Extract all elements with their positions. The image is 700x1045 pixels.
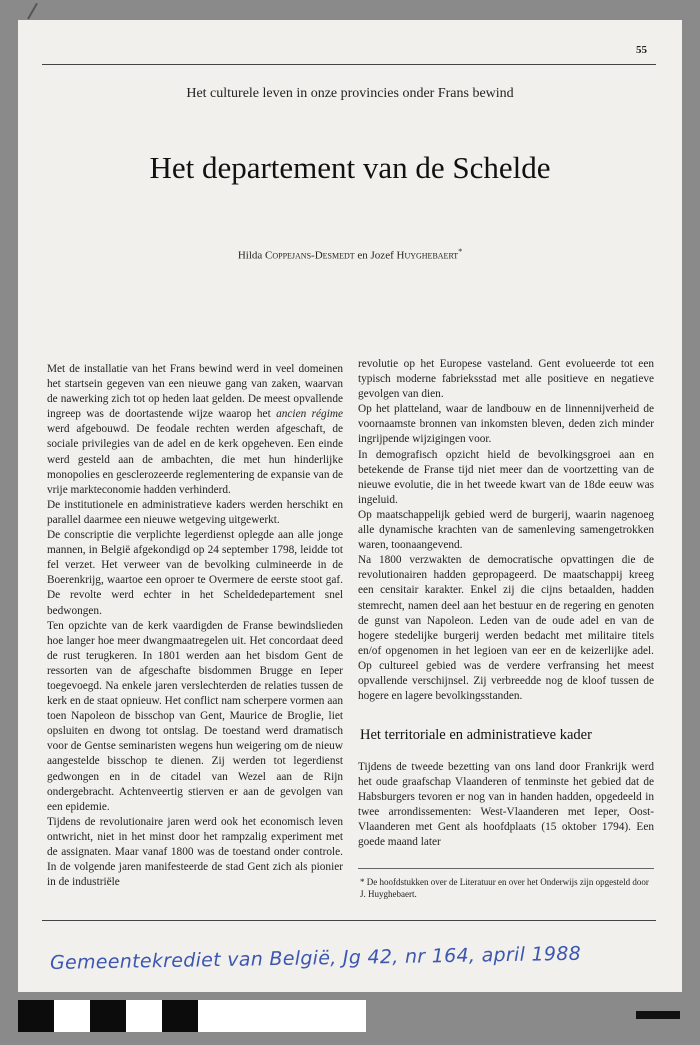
left-column: [47, 362, 343, 890]
handwritten-citation: Gemeentekrediet van België, Jg 42, nr 164, april 1988: [49, 942, 582, 974]
header-rule: [42, 64, 656, 65]
scale-block: [54, 1000, 90, 1032]
paragraph: [47, 362, 343, 498]
paragraph: Op het platteland, waar de landbouw en de linnennijverheid de voornaamste bronnen van inkomsten bleven, deden zich minder ingrijpende wijzigingen voor.: [358, 403, 654, 446]
paragraph: Na 1800 verzwakten de democratische opvattingen die de revolutionairen hadden gepropageerd. De maatschappij kreeg een censitair karakter. Enkel zij die cijns betaalden, hadden stemrecht, namen deel aan het bestuur en de regering en genoten de gunst van Napoleon. Leden van de oude adel en van de hogere stedelijke burgerij werden bedacht met militaire titels en/of opgenomen in het legioen van eer en de keizerlijke adel. Op cultureel gebied was de verdere verfransing het meest opvallende verschijnsel. Zij verbreedde nog de kloof tussen de hogere en lagere bevolkingsstanden.: [358, 554, 654, 703]
author-2-given: Jozef: [370, 249, 394, 262]
author-2-family: Huyghebaert: [396, 249, 459, 262]
corner-pencil-mark: [27, 3, 38, 20]
author-line: [0, 247, 700, 262]
scale-block: [126, 1000, 162, 1032]
footnote-marker: *: [458, 247, 463, 256]
paragraph: De institutionele en administratieve kaders werden herschikt en parallel daarmee een nieuwe wetgeving uitgewerkt.: [47, 498, 343, 526]
section-heading: Het territoriale en administratieve kader: [360, 727, 592, 743]
footnote-rule: [358, 868, 654, 869]
right-column: [358, 357, 654, 704]
paragraph-text: Met de installatie van het Frans bewind werd in veel domeinen het startsein gegeven van een nieuwe gang van zaken, waarvan de nawerking zich tot op heden laat gelden. De meest opvallende ingreep was de doortastende wijze waarop het: [47, 363, 343, 421]
scan-scale-bar: [18, 1000, 366, 1032]
scale-block: [18, 1000, 54, 1032]
scale-block: [90, 1000, 126, 1032]
section-body: [358, 760, 654, 851]
footer-rule: [42, 920, 656, 921]
footnote: * De hoofdstukken over de Literatuur en over het Onderwijs zijn opgesteld door J. Huyghebaert.: [360, 877, 649, 899]
paragraph: revolutie op het Europese vasteland. Gent evolueerde tot een typisch moderne fabrieksstad met alle positieve en negatieve gevolgen van dien.: [358, 358, 654, 401]
italic-term: ancien régime: [276, 408, 344, 421]
article-title: Het departement van de Schelde: [149, 150, 551, 185]
archive-label: [636, 1011, 680, 1019]
paragraph-text: werd afgebouwd. De feodale rechten werden afgeschaft, de sociale privilegies van de adel en de kerk opgeheven. Een einde werd gesteld aan de ambachten, die met hun hinderlijke monopolies en gesclerozeerde reglementering de expansie van de vrije markteconomie hadden verhinderd.: [47, 423, 343, 496]
author-1-given: Hilda: [237, 249, 263, 262]
paragraph: In demografisch opzicht hield de bevolkingsgroei aan en betekende de Franse tijd niet meer dan de voortzetting van de nieuwe evolutie, die in het tweede kwart van de 18de eeuw was ingeluid.: [358, 448, 654, 506]
author-1-family: Coppejans-Desmedt: [265, 249, 355, 262]
running-head: Het culturele leven in onze provincies onder Frans bewind: [186, 86, 514, 101]
paragraph: De conscriptie die verplichte legerdienst oplegde aan alle jonge mannen, in België afgekondigd op 24 september 1798, leidde tot fel verzet. Het verweer van de bevolking culmineerde in de Boerenkrijg, waartoe een oproer te Overmere de eerste stoot gaf. De revolte werd echter in het Scheldedepartement snel bedwongen.: [47, 529, 343, 617]
page-number: 55: [636, 44, 647, 56]
paragraph: Tijdens de tweede bezetting van ons land door Frankrijk werd het oude graafschap Vlaanderen of tenminste het gebied dat de Habsburgers tevoren er nog van in handen hadden, opgedeeld in twee arrondissementen: West-Vlaanderen met Ieper, Oost-Vlaanderen met Gent als hoofdplaats (15 oktober 1794). Een goede maand later: [358, 761, 654, 849]
scale-block: [198, 1000, 366, 1032]
scale-block: [162, 1000, 198, 1032]
author-conjunction: en: [357, 249, 368, 262]
paragraph: Ten opzichte van de kerk vaardigden de Franse bewindslieden hoe langer hoe meer dwangmaatregelen uit. Het concordaat deed de rust terugkeren. In 1801 werden aan het bisdom Gent de ressorten van de afgeschafte bisdommen Brugge en Ieper toegevoegd. Na enkele jaren verslechterden de relaties tussen de kerk en de staat opnieuw. Het conflict nam scherpere vormen aan toen Napoleon de bisschop van Gent, Maurice de Broglie, liet opsluiten en dwong tot ontslag. De toestand werd dramatisch voor de Gentse seminaristen wegens hun weigering om de nieuw aangestelde bisschop te dienen. Zij werden tot legerdienst gedwongen en in de citadel van Wezel aan de Rijn ondergebracht. Achtenveertig stierven er aan de gevolgen van een epidemie.: [47, 619, 343, 813]
paragraph: Tijdens de revolutionaire jaren werd ook het economisch leven ontwricht, niet in het minst door het rampzalig experiment met de assignaten. Maar vanaf 1800 was de toestand onder controle. In de volgende jaren manifesteerde de stad Gent zich als pionier in de industriële: [47, 815, 343, 889]
paragraph: Op maatschappelijk gebied werd de burgerij, waarin nagenoeg alle dynamische krachten van de samenleving samengetrokken waren, toonaangevend.: [358, 508, 654, 552]
